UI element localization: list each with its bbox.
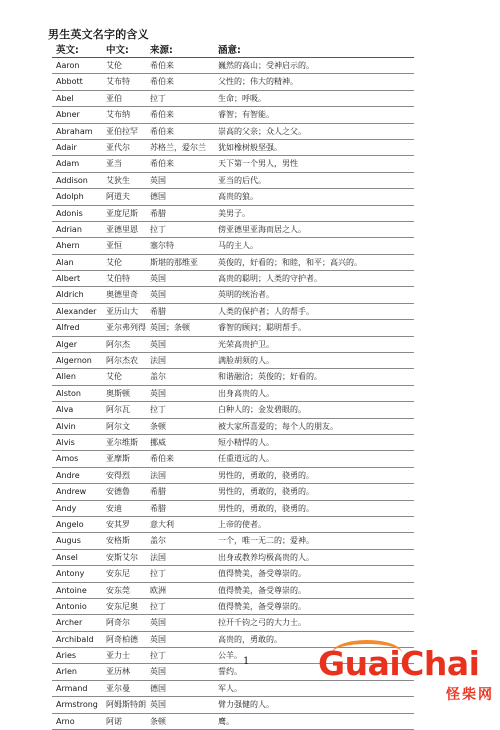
cell-meaning: 值得赞美，备受尊崇的。: [218, 601, 306, 611]
cell-english: Alger: [56, 339, 77, 349]
watermark-latin-a: Guai: [318, 644, 401, 683]
cell-source: 英国: [150, 700, 166, 710]
cell-english: Addison: [56, 175, 88, 185]
document-title: 男生英文名字的含义: [48, 28, 149, 41]
cell-source: 法国: [150, 552, 166, 562]
cell-source: 拉丁: [150, 93, 166, 103]
cell-chinese: 艾伦: [106, 257, 122, 267]
cell-english: Alvis: [56, 437, 75, 447]
cell-english: Andrew: [56, 487, 87, 497]
cell-chinese: 阿道夫: [106, 192, 130, 202]
cell-chinese: 艾伦: [106, 61, 122, 70]
cell-source: 拉丁: [150, 569, 166, 579]
cell-meaning: 高贵的狼。: [218, 192, 258, 202]
table-row: [52, 501, 414, 517]
cell-chinese: 艾伦: [106, 372, 122, 382]
cell-english: Armstrong: [56, 700, 98, 710]
table-row: [52, 517, 414, 533]
cell-source: 英国: [150, 290, 166, 300]
cell-meaning: 满脸胡须的人。: [218, 356, 274, 366]
table-row: [52, 189, 414, 205]
header-meaning: 涵意:: [218, 45, 241, 56]
cell-english: Antonio: [56, 601, 87, 611]
cell-meaning: 崇高的父亲；众人之父。: [218, 126, 306, 136]
cell-meaning: 白种人的；金发碧眼的。: [218, 405, 306, 415]
cell-english: Adam: [56, 159, 80, 169]
watermark-chinese: 怪柴网: [446, 687, 494, 703]
cell-source: 希腊: [150, 503, 166, 513]
cell-meaning: 亚当的后代。: [218, 175, 266, 185]
cell-meaning: 出身高贵的人。: [218, 388, 274, 398]
cell-chinese: 阿姆斯特朗: [106, 700, 146, 710]
cell-source: 希伯来: [150, 126, 174, 136]
cell-english: Adair: [56, 142, 77, 152]
cell-meaning: 光荣高贵护卫。: [218, 339, 274, 349]
cell-chinese: 奥斯顿: [106, 388, 130, 398]
table-row: [52, 550, 414, 566]
cell-chinese: 奥德里奇: [106, 290, 138, 300]
cell-meaning: 高贵的，勇敢的。: [218, 634, 282, 644]
cell-meaning: 值得赞美，备受尊崇的。: [218, 569, 306, 579]
cell-chinese: 艾布纳: [106, 110, 130, 120]
table-row: [52, 58, 414, 74]
cell-english: Archibald: [56, 634, 94, 644]
cell-english: Abel: [56, 93, 74, 103]
page-number: 1: [243, 656, 250, 667]
watermark-latin-b: Chai: [400, 644, 480, 683]
cell-source: 英国: [150, 667, 166, 677]
table-row: [52, 238, 414, 254]
cell-chinese: 亚德里恩: [106, 224, 138, 234]
cell-meaning: 男性的，勇敢的，骁勇的。: [218, 470, 314, 480]
cell-english: Andre: [56, 470, 80, 480]
cell-english: Allen: [56, 372, 76, 382]
cell-source: 希伯来: [150, 454, 174, 464]
cell-chinese: 艾伯特: [106, 274, 130, 284]
table-row: [52, 599, 414, 615]
cell-chinese: 安其罗: [106, 519, 130, 529]
table-row: [52, 156, 414, 172]
cell-meaning: 出身或教养均极高贵的人。: [218, 552, 314, 562]
cell-source: 拉丁: [150, 405, 166, 415]
cell-meaning: 生命；呼吸。: [218, 93, 266, 103]
cell-source: 英国: [150, 339, 166, 349]
cell-meaning: 睿智；有智能。: [218, 110, 274, 120]
cell-meaning: 天下第一个男人，男性: [218, 159, 298, 169]
cell-meaning: 和谐融洽；英俊的；好看的。: [218, 372, 322, 382]
cell-meaning: 犹如橡树般坚强。: [218, 142, 282, 152]
table-row: [52, 124, 414, 140]
cell-source: 条顿: [150, 421, 166, 431]
cell-meaning: 男性的，勇敢的，骁勇的。: [218, 503, 314, 513]
cell-english: Amos: [56, 454, 79, 464]
cell-source: 希伯来: [150, 159, 174, 169]
cell-source: 英国；条顿: [150, 323, 190, 333]
cell-source: 斯堪的那维亚: [150, 257, 198, 267]
cell-source: 塞尔特: [150, 241, 174, 251]
cell-source: 希伯来: [150, 77, 174, 87]
cell-source: 意大利: [150, 519, 174, 529]
table-row: [52, 320, 414, 336]
cell-chinese: 亚恒: [106, 241, 122, 251]
cell-chinese: 亚代尔: [106, 142, 130, 152]
cell-english: Alva: [56, 405, 74, 415]
cell-english: Aries: [56, 651, 77, 661]
cell-source: 希腊: [150, 208, 166, 218]
cell-english: Armand: [56, 683, 88, 693]
cell-meaning: 傍亚德里亚海而居之人。: [218, 224, 306, 234]
cell-source: 盖尔: [150, 372, 166, 382]
table-row: [52, 583, 414, 599]
cell-source: 挪威: [150, 437, 166, 447]
cell-chinese: 亚历山大: [106, 306, 138, 316]
cell-english: Adolph: [56, 192, 84, 202]
cell-meaning: 英明的统治者。: [218, 290, 274, 300]
cell-english: Arno: [56, 716, 75, 726]
cell-english: Angelo: [56, 519, 84, 529]
cell-chinese: 安东莞: [106, 585, 130, 595]
cell-source: 拉丁: [150, 601, 166, 611]
table-row: [52, 369, 414, 385]
cell-chinese: 亚伯: [106, 93, 122, 103]
cell-source: 希腊: [150, 487, 166, 497]
cell-meaning: 父性的；伟大的精神。: [218, 77, 298, 87]
cell-english: Archer: [56, 618, 83, 628]
cell-meaning: 任重道远的人。: [218, 454, 274, 464]
cell-meaning: 美男子。: [218, 208, 250, 218]
table-row: [52, 533, 414, 549]
cell-source: 法国: [150, 356, 166, 366]
table-row: [52, 271, 414, 287]
cell-source: 希伯来: [150, 61, 174, 70]
cell-source: 英国: [150, 634, 166, 644]
cell-source: 德国: [150, 683, 166, 693]
cell-english: Ansel: [56, 552, 78, 562]
cell-meaning: 马的主人。: [218, 241, 258, 251]
table-row: [52, 255, 414, 271]
cell-meaning: 人类的保护者；人的帮手。: [218, 306, 314, 316]
cell-chinese: 阿尔瓦: [106, 405, 130, 415]
cell-source: 苏格兰，爱尔兰: [150, 142, 206, 152]
cell-source: 法国: [150, 470, 166, 480]
cell-source: 英国: [150, 618, 166, 628]
cell-chinese: 亚当: [106, 159, 122, 169]
cell-meaning: 军人。: [218, 683, 242, 693]
table-row: [52, 107, 414, 123]
cell-chinese: 阿尔杰: [106, 339, 130, 349]
table-row: [52, 337, 414, 353]
table-row: [52, 484, 414, 500]
cell-english: Alvin: [56, 421, 76, 431]
table-row: [52, 402, 414, 418]
table-row: [52, 419, 414, 435]
cell-meaning: 上帝的使者。: [218, 519, 266, 529]
cell-meaning: 一个，唯一无二的；爱神。: [218, 536, 314, 546]
table-row: [52, 91, 414, 107]
cell-english: Adrian: [56, 224, 82, 234]
cell-meaning: 短小精悍的人。: [218, 437, 274, 447]
cell-chinese: 亚尔曼: [106, 683, 130, 693]
cell-english: Aaron: [56, 61, 80, 70]
cell-chinese: 安德鲁: [106, 487, 130, 497]
table-row: [52, 714, 414, 730]
cell-source: 条顿: [150, 716, 166, 726]
table-header: [56, 42, 416, 56]
cell-source: 拉丁: [150, 651, 166, 661]
table-row: [52, 435, 414, 451]
cell-meaning: 拉开千钧之弓的大力士。: [218, 618, 306, 628]
cell-chinese: 安迪: [106, 503, 122, 513]
cell-chinese: 安得烈: [106, 470, 130, 480]
cell-english: Ahern: [56, 241, 80, 251]
cell-meaning: 值得赞美，备受尊崇的。: [218, 585, 306, 595]
table-row: [52, 140, 414, 156]
cell-chinese: 亚尔弗列得: [106, 323, 146, 333]
cell-source: 希伯来: [150, 110, 174, 120]
cell-chinese: 安斯艾尔: [106, 552, 138, 562]
cell-chinese: 阿诺: [106, 716, 122, 726]
table-row: [52, 468, 414, 484]
cell-meaning: 男性的，勇敢的，骁勇的。: [218, 487, 314, 497]
cell-chinese: 艾狄生: [106, 175, 130, 185]
cell-english: Arlen: [56, 667, 77, 677]
cell-english: Antony: [56, 569, 85, 579]
cell-meaning: 英俊的，好看的；和睦，和平；高兴的。: [218, 257, 362, 267]
cell-english: Adonis: [56, 208, 83, 218]
cell-english: Aldrich: [56, 290, 84, 300]
cell-chinese: 亚摩斯: [106, 454, 130, 464]
cell-source: 盖尔: [150, 536, 166, 546]
cell-source: 英国: [150, 388, 166, 398]
cell-meaning: 臂力强健的人。: [218, 700, 274, 710]
cell-chinese: 阿尔文: [106, 421, 130, 431]
cell-chinese: 阿尔杰农: [106, 356, 138, 366]
table-row: [52, 222, 414, 238]
table-row: [52, 206, 414, 222]
cell-chinese: 亚伯拉罕: [106, 126, 138, 136]
table-row: [52, 74, 414, 90]
table-row: [52, 566, 414, 582]
cell-english: Albert: [56, 274, 81, 284]
cell-english: Augus: [56, 536, 81, 546]
cell-chinese: 艾布特: [106, 77, 130, 87]
watermark-logo: [318, 638, 500, 707]
cell-chinese: 阿奇柏德: [106, 634, 138, 644]
table-row: [52, 353, 414, 369]
table-row: [52, 287, 414, 303]
cell-chinese: 亚力士: [106, 651, 130, 661]
header-english: 英文:: [56, 45, 79, 56]
cell-chinese: 安格斯: [106, 536, 130, 546]
cell-english: Andy: [56, 503, 77, 513]
cell-chinese: 亚尔维斯: [106, 437, 138, 447]
cell-chinese: 亚度尼斯: [106, 208, 138, 218]
cell-meaning: 巍然的高山；受神启示的。: [218, 61, 314, 70]
watermark-latin: [318, 644, 479, 683]
names-table: [52, 57, 414, 730]
table-row: [52, 451, 414, 467]
cell-source: 拉丁: [150, 224, 166, 234]
cell-english: Algernon: [56, 356, 92, 366]
cell-source: 欧洲: [150, 585, 166, 595]
cell-meaning: 誓约。: [218, 667, 242, 677]
cell-chinese: 安东尼奥: [106, 601, 138, 611]
table-row: [52, 386, 414, 402]
cell-english: Antoine: [56, 585, 87, 595]
table-row: [52, 615, 414, 631]
cell-english: Alan: [56, 257, 74, 267]
cell-meaning: 睿智的顾问；聪明帮手。: [218, 323, 306, 333]
cell-meaning: 鹰。: [218, 716, 234, 726]
cell-meaning: 公羊。: [218, 651, 242, 661]
cell-source: 德国: [150, 192, 166, 202]
cell-english: Alfred: [56, 323, 80, 333]
cell-chinese: 阿奇尔: [106, 618, 130, 628]
table-row: [52, 304, 414, 320]
cell-english: Alston: [56, 388, 81, 398]
cell-english: Abbott: [56, 77, 83, 87]
table-row: [52, 173, 414, 189]
cell-source: 英国: [150, 274, 166, 284]
cell-english: Abraham: [56, 126, 93, 136]
cell-meaning: 被大家所喜爱的；每个人的朋友。: [218, 421, 338, 431]
cell-chinese: 安东尼: [106, 569, 130, 579]
cell-english: Alexander: [56, 306, 97, 316]
cell-chinese: 亚历林: [106, 667, 130, 677]
header-source: 来源:: [150, 45, 173, 56]
cell-source: 希腊: [150, 306, 166, 316]
cell-meaning: 高贵的聪明；人类的守护者。: [218, 274, 322, 284]
cell-english: Abner: [56, 110, 80, 120]
header-chinese: 中文:: [106, 45, 129, 56]
cell-source: 英国: [150, 175, 166, 185]
